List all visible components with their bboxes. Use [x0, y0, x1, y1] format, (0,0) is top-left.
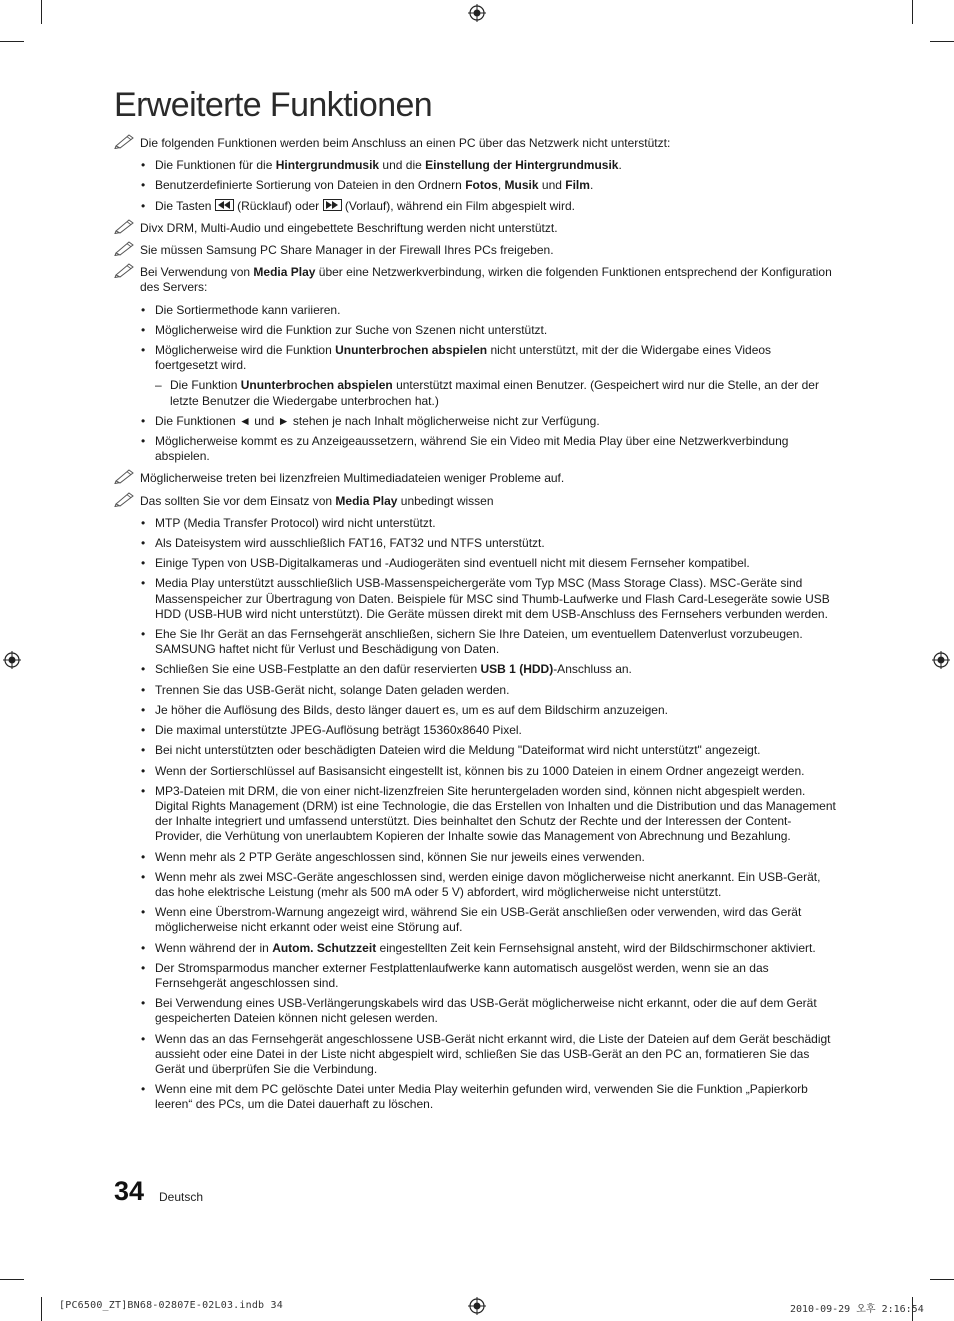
bullet-item	[114, 662, 836, 677]
text-run: Als Dateisystem wird ausschließlich FAT16, FAT32 und NTFS unterstützt.	[155, 536, 545, 551]
bullet-item	[114, 1032, 836, 1078]
note-pencil-icon	[114, 491, 136, 507]
bullet-dot-icon: •	[141, 849, 146, 864]
bullet-item	[114, 683, 836, 698]
text-run: -Anschluss an.	[553, 662, 632, 677]
text-run: Wenn eine mit dem PC gelöschte Datei unter Media Play weiterhin gefunden wird, verwenden Sie die Funktion „Papierkorb leeren“ des PCs, um die Datei dauerhaft zu löschen.	[155, 1082, 808, 1112]
note-item	[114, 136, 836, 151]
text-run: Die Funktion	[170, 378, 241, 393]
text-run: nicht unterstützt, mit der die Widergabe eines Videos foertgesetzt wird.	[155, 343, 772, 373]
text-run: Divx DRM, Multi-Audio und eingebettete Beschriftung werden nicht unterstützt.	[140, 220, 558, 235]
bullet-item	[114, 703, 836, 718]
bullet-item	[114, 784, 836, 845]
bullet-item	[114, 576, 836, 622]
text-run: Bei Verwendung von	[140, 265, 254, 280]
print-slug-datetime: 2010-09-29 오후 2:16:54	[790, 1304, 924, 1315]
text-run: ,	[497, 178, 505, 193]
bold-term: Einstellung der Hintergrundmusik	[425, 158, 619, 173]
text-run: Die maximal unterstützte JPEG-Auflösung beträgt 15360x8640 Pixel.	[155, 723, 522, 738]
text-run: MTP (Media Transfer Protocol) wird nicht unterstützt.	[155, 515, 436, 530]
text-run: Media Play unterstützt ausschließlich USB-Massenspeichergeräte vom Typ MSC (Mass Storage Class). MSC-Geräte sind Massenspeicher zur Übertragung von Daten. Beispiele für MSC sind Thumb-Laufwerke und Flash Card-Lesegeräte sowie USB HDD (USB-HUB wird nicht unterstützt). Die Geräte müssen direkt mit dem USB-Anschluss des Fernsehers verbunden werden.	[155, 576, 830, 621]
note-group	[114, 136, 836, 214]
sub-bullet-item	[114, 378, 836, 408]
text-run: Die Funktionen für die	[155, 158, 276, 173]
crop-mark	[930, 41, 954, 42]
text-run: Die Sortiermethode kann variieren.	[155, 302, 341, 317]
bullet-dot-icon: •	[141, 178, 146, 193]
text-run: Wenn mehr als 2 PTP Geräte angeschlossen sind, können Sie nur jeweils eines verwenden.	[155, 849, 645, 864]
bullet-dot-icon: •	[141, 198, 146, 213]
bullet-dot-icon: •	[141, 158, 146, 173]
text-run: unbedingt wissen	[397, 493, 494, 508]
bullet-item	[114, 516, 836, 531]
text-run: über eine Netzwerkverbindung, wirken die folgenden Funktionen entsprechend der Konfiguration des Servers:	[140, 265, 832, 295]
bullet-item	[114, 536, 836, 551]
bold-term: Ununterbrochen abspielen	[335, 343, 488, 358]
bullet-dot-icon: •	[141, 536, 146, 551]
bullet-item	[114, 764, 836, 779]
bold-term: Fotos	[465, 178, 498, 193]
bullet-dot-icon: •	[141, 343, 146, 358]
text-run: .	[618, 158, 622, 173]
registration-mark-icon	[468, 1297, 486, 1315]
dash-marker: –	[155, 378, 162, 393]
note-pencil-icon	[114, 468, 136, 484]
bullet-item	[114, 556, 836, 571]
note-group	[114, 471, 836, 486]
bullet-item	[114, 199, 836, 214]
note-pencil-icon	[114, 240, 136, 256]
bullet-dot-icon: •	[141, 763, 146, 778]
bullet-item	[114, 870, 836, 900]
bullet-dot-icon: •	[141, 662, 146, 677]
bullet-item	[114, 850, 836, 865]
registration-mark-icon	[3, 651, 21, 669]
content-body	[114, 136, 836, 1120]
bullet-dot-icon: •	[141, 996, 146, 1011]
bold-term: Film	[565, 178, 590, 193]
bullet-dot-icon: •	[141, 302, 146, 317]
text-run: Möglicherweise treten bei lizenzfreien Multimediadateien weniger Probleme auf.	[140, 471, 565, 486]
bullet-item	[114, 627, 836, 657]
bullet-dot-icon: •	[141, 682, 146, 697]
note-pencil-icon	[114, 218, 136, 234]
text-run: Trennen Sie das USB-Gerät nicht, solange Daten geladen werden.	[155, 682, 510, 697]
text-run: Wenn eine Überstrom-Warnung angezeigt wird, während Sie ein USB-Gerät anschließen oder verwenden, wird das Gerät möglicherweise nicht erkannt oder weist eine Störung auf.	[155, 905, 802, 935]
text-run: Die folgenden Funktionen werden beim Anschluss an einen PC über das Netzwerk nicht unterstützt:	[140, 136, 671, 150]
bullet-dot-icon: •	[141, 1082, 146, 1097]
bullet-item	[114, 961, 836, 991]
bullet-item	[114, 905, 836, 935]
text-run: Einige Typen von USB-Digitalkameras und -Audiogeräten sind eventuell nicht mit diesem Fernseher kompatibel.	[155, 556, 750, 571]
text-run: Wenn mehr als zwei MSC-Geräte angeschlossen sind, werden einige davon möglicherweise nicht anerkannt. Ein USB-Gerät, das hohe elektrische Leistung (mehr als 500 mA oder 5 V) abfordert, wird möglicherweise nicht unterstützt.	[155, 869, 821, 899]
note-pencil-icon	[114, 262, 136, 278]
bold-term: Autom. Schutzzeit	[272, 940, 377, 955]
text-run: unterstützt maximal einen Benutzer. (Gespeichert wird nur die Stelle, an der der letzte Benutzer die Wiedergabe unterbrochen hat.)	[170, 378, 819, 408]
bullet-item	[114, 434, 836, 464]
bullet-dot-icon: •	[141, 940, 146, 955]
text-run: Der Stromsparmodus mancher externer Festplattenlaufwerke kann automatisch ausgelöst werden, wenn sie an das Fernsehgerät angeschlossen sind.	[155, 960, 769, 990]
text-run: (Rücklauf) oder	[233, 198, 323, 213]
crop-mark	[0, 1279, 24, 1280]
text-run: Je höher die Auflösung des Bilds, desto länger dauert es, um es auf dem Bildschirm anzuzeigen.	[155, 702, 668, 717]
bullet-item	[114, 178, 836, 193]
bold-term: Hintergrundmusik	[275, 158, 380, 173]
bullet-dot-icon: •	[141, 723, 146, 738]
bullet-dot-icon: •	[141, 905, 146, 920]
bullet-item	[114, 723, 836, 738]
bold-term: Media Play	[253, 265, 316, 280]
bullet-item	[114, 414, 836, 429]
crop-mark	[41, 0, 42, 24]
bullet-item	[114, 941, 836, 956]
crop-mark	[0, 41, 24, 42]
crop-mark	[41, 1297, 42, 1321]
bullet-dot-icon: •	[141, 576, 146, 591]
text-run: .	[589, 178, 594, 193]
note-group	[114, 243, 836, 258]
bullet-item	[114, 343, 836, 373]
note-item	[114, 471, 836, 486]
bold-term: Media Play	[335, 493, 398, 508]
bullet-item	[114, 323, 836, 338]
bullet-dot-icon: •	[141, 515, 146, 530]
text-run: Wenn das an das Fernsehgerät angeschlossene USB-Gerät nicht erkannt wird, die Liste der Dateien auf dem Gerät beschädigt aussieht oder eine Datei in der Liste nicht abgespielt wird, schließen Sie das USB-Gerät an den PC an, formatieren Sie das Gerät und überprüfen Sie die Verbindung.	[155, 1031, 831, 1076]
note-item	[114, 243, 836, 258]
text-run: Die Funktionen ◄ und ► stehen je nach Inhalt möglicherweise nicht zur Verfügung.	[155, 413, 600, 428]
bullet-dot-icon: •	[141, 556, 146, 571]
text-run: Möglicherweise wird die Funktion zur Suche von Szenen nicht unterstützt.	[155, 322, 548, 337]
text-run: und die	[379, 158, 426, 173]
text-run: Möglicherweise kommt es zu Anzeigeaussetzern, während Sie ein Video mit Media Play über eine Netzwerkverbindung abspielen.	[155, 434, 789, 464]
note-group	[114, 221, 836, 236]
bullet-dot-icon: •	[141, 702, 146, 717]
registration-mark-icon	[468, 4, 486, 22]
bullet-item	[114, 303, 836, 318]
page-title: Erweiterte Funktionen	[114, 86, 433, 124]
bullet-dot-icon: •	[141, 434, 146, 449]
fast-forward-icon	[323, 199, 342, 211]
note-pencil-icon	[114, 133, 136, 149]
bullet-item	[114, 1082, 836, 1112]
text-run: Sie müssen Samsung PC Share Manager in der Firewall Ihres PCs freigeben.	[140, 243, 554, 258]
note-item	[114, 221, 836, 236]
text-run: Das sollten Sie vor dem Einsatz von	[140, 493, 336, 508]
bullet-dot-icon: •	[141, 869, 146, 884]
bullet-dot-icon: •	[141, 743, 146, 758]
bullet-dot-icon: •	[141, 960, 146, 975]
page-number: 34	[114, 1176, 145, 1206]
bullet-dot-icon: •	[141, 322, 146, 337]
text-run: Bei Verwendung eines USB-Verlängerungskabels wird das USB-Gerät möglicherweise nicht erkannt, oder die auf dem Gerät gespeicherten Dateien können nicht gelesen werden.	[155, 996, 817, 1026]
note-item	[114, 265, 836, 295]
bullet-dot-icon: •	[141, 783, 146, 798]
text-run: Ehe Sie Ihr Gerät an das Fernsehgerät anschließen, sichern Sie Ihre Dateien, um eventuellem Datenverlust vorzubeugen. SAMSUNG haftet nicht für Verlust und Beschädigung von Daten.	[155, 627, 803, 657]
note-group	[114, 494, 836, 1113]
text-run: Die Tasten	[155, 198, 215, 213]
footer-language: Deutsch	[159, 1190, 204, 1204]
bullet-item	[114, 996, 836, 1026]
bullet-item	[114, 158, 836, 173]
text-run: Wenn der Sortierschlüssel auf Basisansicht eingestellt ist, können bis zu 1000 Dateien in einem Ordner angezeigt werden.	[155, 763, 805, 778]
text-run: Benutzerdefinierte Sortierung von Dateien in den Ordnern	[155, 178, 466, 193]
text-run: und	[538, 178, 566, 193]
text-run: Wenn während der in	[155, 940, 273, 955]
registration-mark-icon	[932, 651, 950, 669]
bullet-dot-icon: •	[141, 627, 146, 642]
text-run: (Vorlauf), während ein Film abgespielt wird.	[341, 198, 575, 213]
print-slug-file: [PC6500_ZT]BN68-02807E-02L03.indb 34	[59, 1300, 283, 1311]
crop-mark	[912, 0, 913, 24]
bullet-item	[114, 743, 836, 758]
rewind-icon	[215, 199, 234, 211]
bullet-dot-icon: •	[141, 1031, 146, 1046]
crop-mark	[930, 1279, 954, 1280]
text-run: MP3-Dateien mit DRM, die von einer nicht-lizenzfreien Site heruntergeladen worden sind, können nicht abgespielt werden. Digital Rights Management (DRM) ist eine Technologie, die das Erstellen von Inhalten und die Distribution und das Management der Inhalte integriert und umfassend unterstützt. Dies beinhaltet den Schutz der Rechte und der Interessen der Content-Provider, die Verhütung von unerlaubtem Kopieren der Inhalte sowie das Management von Abrechnung und Bezahlung.	[155, 783, 836, 844]
text-run: eingestellten Zeit kein Fernsehsignal ansteht, wird der Bildschirmschoner aktiviert.	[376, 940, 816, 955]
text-run: Bei nicht unterstützten oder beschädigten Dateien wird die Meldung "Dateiformat wird nicht unterstützt" angezeigt.	[155, 743, 761, 758]
bold-term: Ununterbrochen abspielen	[240, 378, 393, 393]
bold-term: USB 1 (HDD)	[480, 662, 554, 677]
note-item	[114, 494, 836, 509]
bold-term: Musik	[504, 178, 539, 193]
text-run: Schließen Sie eine USB-Festplatte an den dafür reservierten	[155, 662, 481, 677]
bullet-dot-icon: •	[141, 413, 146, 428]
text-run: Möglicherweise wird die Funktion	[155, 343, 336, 358]
note-group	[114, 265, 836, 464]
